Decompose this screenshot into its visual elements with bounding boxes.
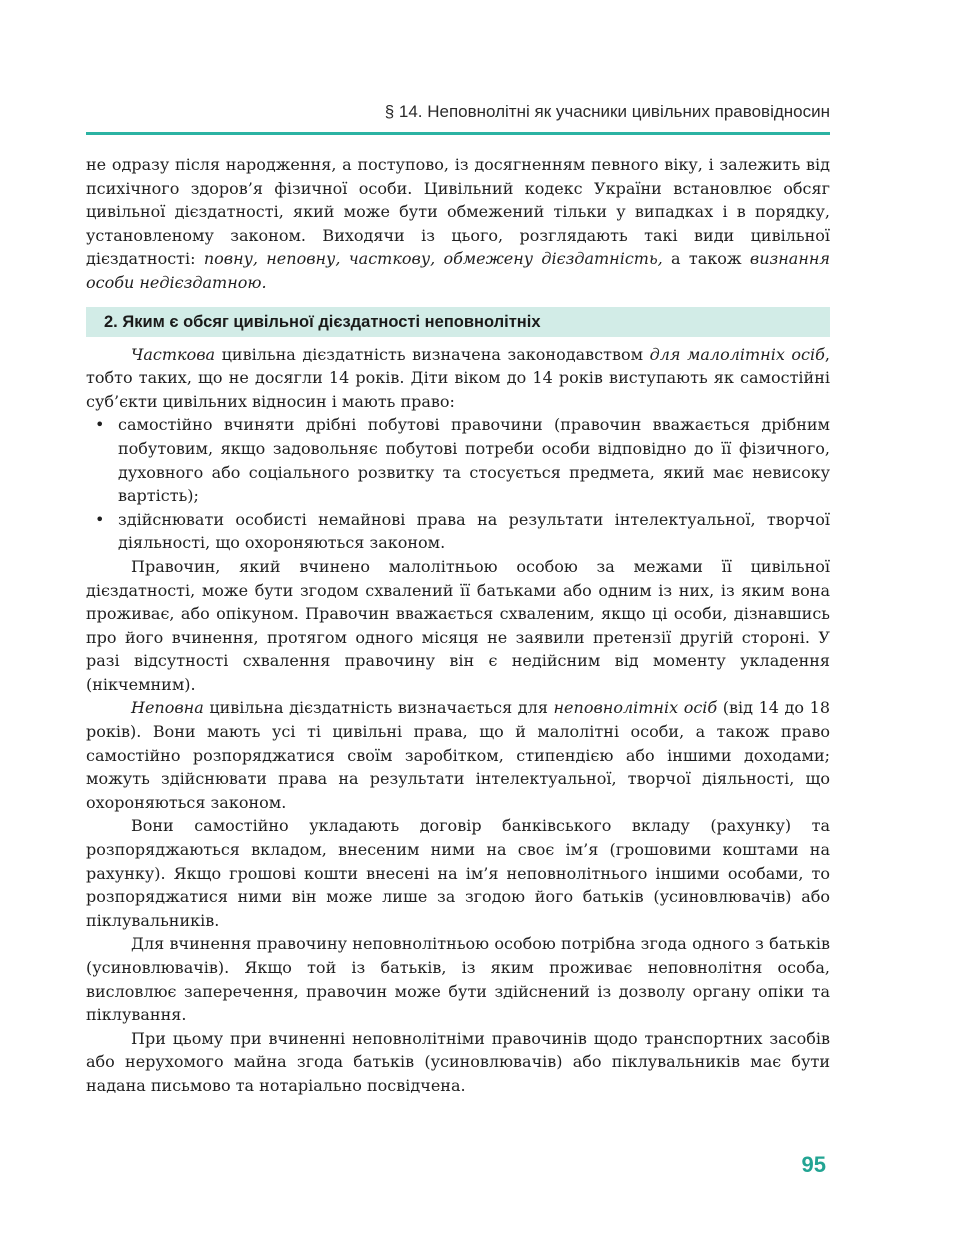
p1-text-2: , тобто таких, що не досягли 14 років. Діти віком до 14 років виступають як самостійні суб’єкти цивільних відносин і мають право:: [86, 344, 830, 411]
list-item: [86, 413, 830, 507]
intro-text-2: а також: [662, 249, 750, 269]
bullet-icon: •: [95, 509, 105, 529]
p3-italic-2: неповнолітніх осіб: [553, 698, 718, 718]
p3-text-1: цивільна дієздатність визначається для: [203, 698, 554, 718]
p3-italic-1: Неповна: [131, 698, 204, 718]
bullet-icon: •: [95, 415, 105, 435]
page-content: [86, 153, 830, 1098]
p1-text-1: цивільна дієздатність визначена законодавством: [215, 344, 650, 364]
paragraph-partial-capacity: [86, 343, 830, 414]
p3-text-2: (від 14 до 18 років). Вони мають усі ті цивільні права, що й малолітні особи, а також право самостійно розпоряджатися своїм заробітком, стипендією або іншими доходами; можуть здійснювати права на результати інтелектуальної, творчої діяльності, що охороняються законом.: [86, 698, 831, 812]
running-header: [86, 98, 830, 135]
paragraph-approval: Правочин, який вчинено малолітньою особою за межами її цивільної дієздатності, може бути згодом схвалений її батьками або одним із них, із яким вона проживає, або опікуном. Правочин вважається схваленим, якщо ці особи, дізнавшись про його вчинення, протягом одного місяця не заявили претензії другій стороні. У разі відсутності схвалення правочину він є недійсним від моменту укладення (нікчемним).: [86, 556, 830, 694]
intro-italic-2: визнання особи недієздатною.: [86, 249, 830, 292]
intro-italic-1: повну, неповну, часткову, обмежену дієздатність,: [203, 249, 663, 269]
p1-italic-1: Часткова: [131, 344, 216, 364]
p1-italic-2: для малолітніх осіб: [649, 344, 825, 364]
paragraph-incomplete-capacity: [86, 696, 830, 814]
paragraph-notarized-consent: При цьому при вчиненні неповнолітніми правочинів щодо транспортних засобів або нерухомого майна згода батьків (усиновлювачів) або піклувальників має бути надана письмово та нотаріально посвідчена.: [86, 1028, 830, 1095]
paragraph-parental-consent: Для вчинення правочину неповнолітньою особою потрібна згода одного з батьків (усиновлювачів). Якщо той із батьків, із яким проживає неповнолітня особа, висловлює заперечення, правочин може бути здійснений із дозволу органу опіки та піклування.: [86, 934, 830, 1025]
rights-list: [86, 413, 830, 555]
page-number: 95: [801, 1152, 826, 1177]
intro-text-1: не одразу після народження, а поступово, із досягненням певного віку, і залежить від психічного здоров’я фізичної особи. Цивільний кодекс України встановлює обсяг цивільної дієздатності, який може бути обмежений тільки у випадках і в порядку, установленому законом. Виходячи із цього, розглядають такі види цивільної дієздатності:: [86, 155, 830, 269]
list-item-text: здійснювати особисті немайнові права на результати інтелектуальної, творчої діяльності, що охороняються законом.: [118, 509, 830, 553]
running-header-title: § 14. Неповнолітні як учасники цивільних правовідносин: [384, 102, 830, 121]
list-item-text: самостійно вчиняти дрібні побутові правочини (правочин вважається дрібним побутовим, якщо задовольняє побутові потреби особи відповідно до її фізичного, духовного або соціального розвитку та стосується предмета, який має невисоку вартість);: [118, 415, 830, 506]
paragraph-bank-deposit: Вони самостійно укладають договір банківського вкладу (рахунку) та розпоряджаються вкладом, внесеним ними на своє ім’я (грошовими коштами на рахунку). Якщо грошові кошти внесені на ім’я неповнолітнього іншими особами, то розпоряджатися ними він може лише за згодою його батьків (усиновлювачів) або піклувальників.: [86, 816, 830, 930]
list-item: [86, 508, 830, 555]
intro-paragraph: [86, 153, 830, 295]
section-heading: 2. Яким є обсяг цивільної дієздатності неповнолітніх: [86, 307, 830, 337]
